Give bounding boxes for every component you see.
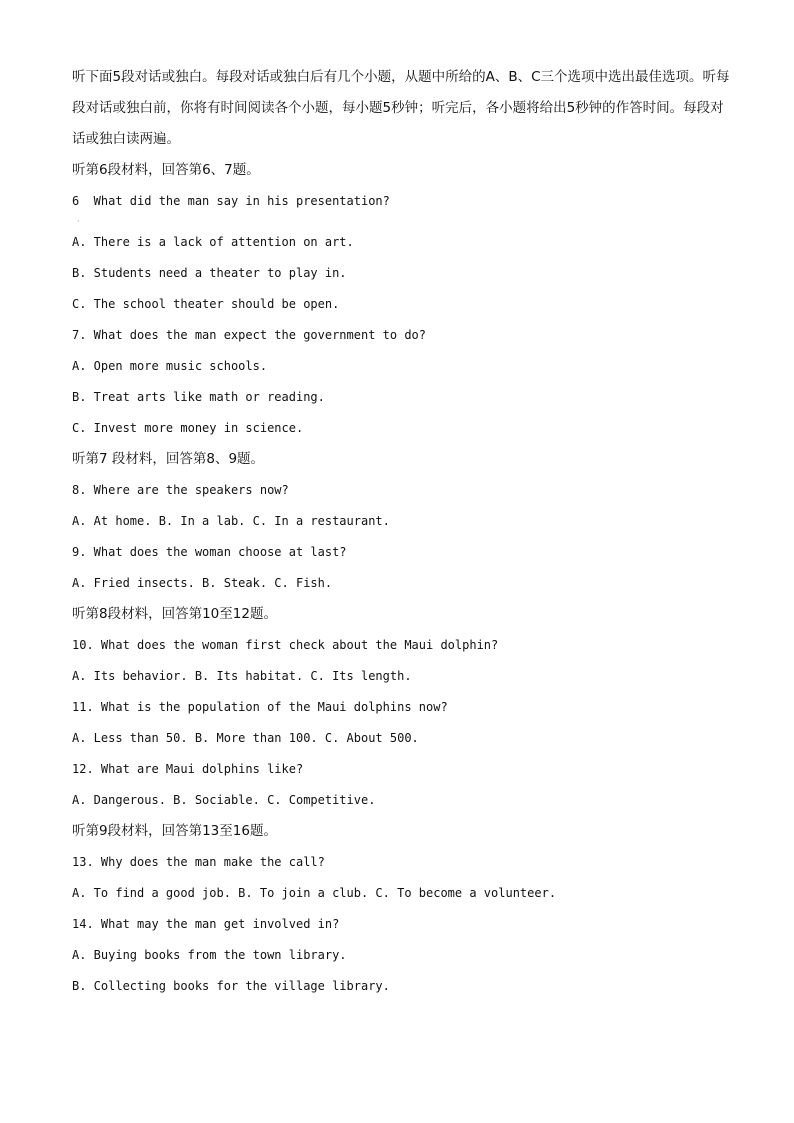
question-option: A. Open more music schools. [72, 359, 268, 373]
question-stem: 12. What are Maui dolphins like? [72, 762, 304, 776]
question-option: A. At home. B. In a lab. C. In a restaurant. [72, 514, 390, 528]
document-page [72, 62, 762, 1002]
question-option: B. Students need a theater to play in. [72, 266, 347, 280]
section-heading: 听第6段材料，回答第6、7题。 [72, 162, 260, 178]
question-stem: 8. Where are the speakers now? [72, 483, 289, 497]
question-stem: 14. What may the man get involved in? [72, 917, 340, 931]
question-option: B. Treat arts like math or reading. [72, 390, 325, 404]
section-instructions: 听下面5段对话或独白。每段对话或独白后有几个小题，从题中所给的A、B、C三个选项中选出最佳选项。听每段对话或独白前，你将有时间阅读各个小题，每小题5秒钟；听完后，各小题将给出5秒钟的作答时间。每段对话或独白读两遍。 [72, 69, 730, 147]
question-stem: 13. Why does the man make the call? [72, 855, 325, 869]
question-stem: 9. What does the woman choose at last? [72, 545, 347, 559]
question-stem: 7. What does the man expect the government to do? [72, 328, 427, 342]
question-stem: 6 What did the man say in his presentation? [72, 194, 390, 208]
question-option: A. To find a good job. B. To join a club. C. To become a volunteer. [72, 886, 557, 900]
question-option: A. Less than 50. B. More than 100. C. About 500. [72, 731, 419, 745]
question-option: A. There is a lack of attention on art. [72, 235, 354, 249]
section-heading: 听第8段材料，回答第10至12题。 [72, 606, 277, 622]
section-heading: 听第9段材料，回答第13至16题。 [72, 823, 277, 839]
section-heading: 听第7 段材料，回答第8、9题。 [72, 451, 265, 467]
question-option: C. Invest more money in science. [72, 421, 304, 435]
question-stem: 10. What does the woman first check about the Maui dolphin? [72, 638, 499, 652]
stray-mark: · [77, 217, 80, 226]
question-option: C. The school theater should be open. [72, 297, 340, 311]
question-option: B. Collecting books for the village library. [72, 979, 390, 993]
question-stem: 11. What is the population of the Maui dolphins now? [72, 700, 448, 714]
question-option: A. Fried insects. B. Steak. C. Fish. [72, 576, 333, 590]
question-option: A. Buying books from the town library. [72, 948, 347, 962]
question-option: A. Its behavior. B. Its habitat. C. Its length. [72, 669, 412, 683]
question-option: A. Dangerous. B. Sociable. C. Competitive. [72, 793, 376, 807]
